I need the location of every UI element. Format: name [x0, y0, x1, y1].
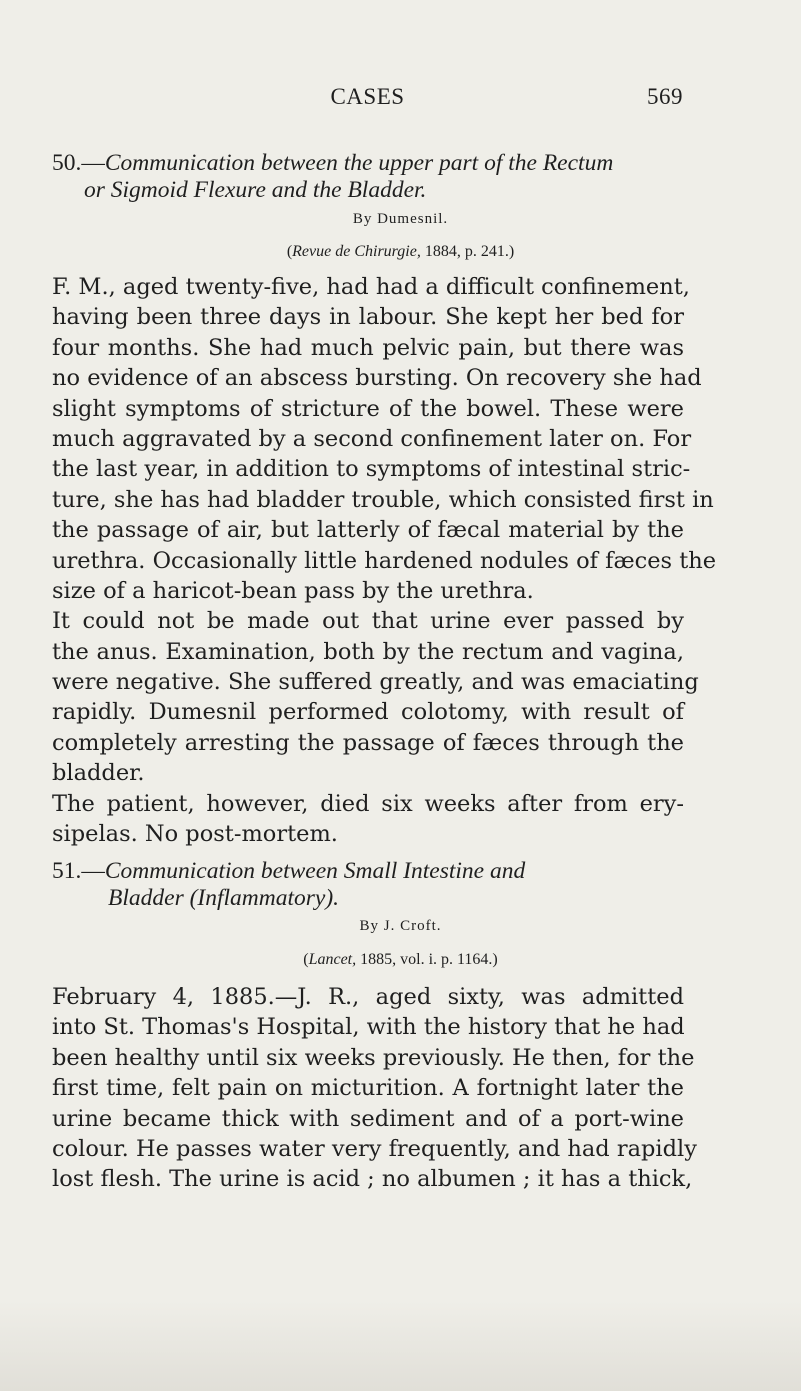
case-51-line: first time, felt pain on micturition. A fortnight later the — [52, 1075, 684, 1102]
case-50-source-open: ( — [286, 243, 293, 260]
case-50-line: much aggravated by a second confinement later on. For — [52, 425, 692, 452]
case-50-heading — [52, 150, 684, 204]
case-50-number: 50.— — [52, 150, 105, 176]
case-51-body — [52, 982, 697, 1195]
case-50-line: It could not be made out that urine ever passed by — [52, 608, 684, 635]
case-50-line: slight symptoms of stricture of the bowel. These were — [52, 395, 684, 422]
case-50-line: The patient, however, died six weeks after from ery- — [52, 790, 684, 817]
case-51-number: 51.— — [52, 858, 105, 884]
case-51-title-line1: Communication between Small Intestine and — [104, 858, 526, 884]
case-50-line: the passage of air, but latterly of fæcal material by the — [52, 517, 684, 544]
case-50-line: size of a haricot-bean pass by the urethra. — [52, 577, 534, 604]
case-50-line: four months. She had much pelvic pain, but there was — [52, 334, 684, 361]
case-50-title-line1: Communication between the upper part of the Rectum — [104, 150, 614, 176]
page-edge-shading — [0, 1300, 801, 1391]
case-50-line: urethra. Occasionally little hardened nodules of fæces the — [52, 547, 717, 574]
case-50-line: the anus. Examination, both by the rectum and vagina, — [52, 638, 684, 665]
case-50-title-line2: or Sigmoid Flexure and the Bladder. — [84, 177, 427, 203]
case-50-line: F. M., aged twenty-five, had had a difficult confinement, — [52, 274, 690, 300]
case-50-line: ture, she has had bladder trouble, which consisted first in — [52, 486, 714, 513]
running-head — [52, 84, 683, 114]
page-number: 569 — [647, 84, 683, 109]
case-50-line: no evidence of an abscess bursting. On recovery she had — [52, 365, 702, 392]
case-51-source — [0, 951, 801, 969]
case-50-source-rest: 1884, p. 241.) — [420, 243, 515, 260]
case-51-heading — [52, 858, 684, 912]
case-50-line: having been three days in labour. She kept her bed for — [52, 304, 684, 331]
case-51-line: into St. Thomas's Hospital, with the history that he had — [52, 1014, 685, 1041]
case-51-source-open: ( — [303, 951, 309, 968]
case-51-line: February 4, 1885.—J. R., aged sixty, was admitted — [52, 984, 684, 1010]
running-head-title: CASES — [330, 84, 405, 109]
case-51-line: urine became thick with sediment and of a port-wine — [52, 1105, 684, 1132]
case-50-line: were negative. She suffered greatly, and was emaciating — [52, 669, 699, 696]
case-50-byline: By Dumesnil. — [352, 211, 449, 227]
case-50-body — [52, 272, 717, 849]
case-50-source-journal: Revue de Chirurgie, — [292, 243, 421, 260]
case-50-line: sipelas. No post-mortem. — [52, 821, 338, 848]
case-50-line: the last year, in addition to symptoms of intestinal stric- — [52, 456, 691, 483]
case-51-line: lost flesh. The urine is acid ; no albumen ; it has a thick, — [52, 1166, 693, 1193]
case-50-line: rapidly. Dumesnil performed colotomy, with result of — [52, 699, 684, 726]
case-50-source — [0, 243, 801, 261]
case-51-source-rest: 1885, vol. i. p. 1164.) — [356, 951, 498, 968]
case-50-line: bladder. — [52, 760, 145, 787]
case-50-line: completely arresting the passage of fæces through the — [52, 729, 684, 756]
case-51-title-line2: Bladder (Inflammatory). — [108, 885, 340, 911]
case-51-byline: By J. Croft. — [359, 918, 442, 934]
case-51-source-journal: Lancet, — [308, 951, 357, 968]
case-51-line: colour. He passes water very frequently, and had rapidly — [52, 1135, 697, 1162]
case-51-line: been healthy until six weeks previously. He then, for the — [52, 1044, 695, 1071]
